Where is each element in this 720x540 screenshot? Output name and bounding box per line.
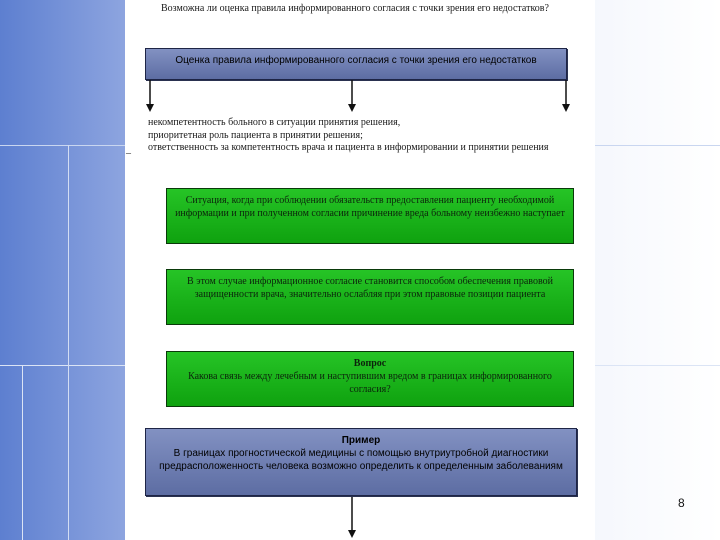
bullet-item: приоритетная роль пациента в принятии решения;: [148, 129, 363, 141]
bullet-item: ответственность за компетентность врача и пациента в информировании и принятии решения: [148, 142, 549, 154]
bullet-item: некомпетентность больного в ситуации принятия решения,: [148, 117, 401, 128]
example-heading: Пример: [341, 435, 381, 446]
page-number: 8: [678, 496, 685, 510]
example-box: [145, 428, 577, 496]
question-text: Какова связь между лечебным и наступившим вредом в границах информированного согласия?: [188, 371, 552, 395]
example-text: В границах прогностической медицины с помощью внутриутробной диагностики предрасположенность человека возможно определить к определенным заболеваниям: [159, 448, 563, 472]
situation-box: Ситуация, когда при соблюдении обязательств предоставления пациенту необходимой информации и при полученном согласии причинение вреда больному неизбежно наступает: [166, 188, 574, 244]
question-box: [166, 351, 574, 407]
criteria-box: Оценка правила информированного согласия с точки зрения его недостатков: [145, 48, 567, 80]
top-question: Возможна ли оценка правила информированного согласия с точки зрения его недостатков?: [161, 3, 549, 14]
bullet-dash: –: [126, 148, 131, 159]
consequence-box: В этом случае информационное согласие становится способом обеспечения правовой защищенности врача, значительно ослабляя при этом правовые позиции пациента: [166, 269, 574, 325]
question-heading: Вопрос: [353, 358, 387, 369]
bullet-list: [148, 117, 608, 155]
